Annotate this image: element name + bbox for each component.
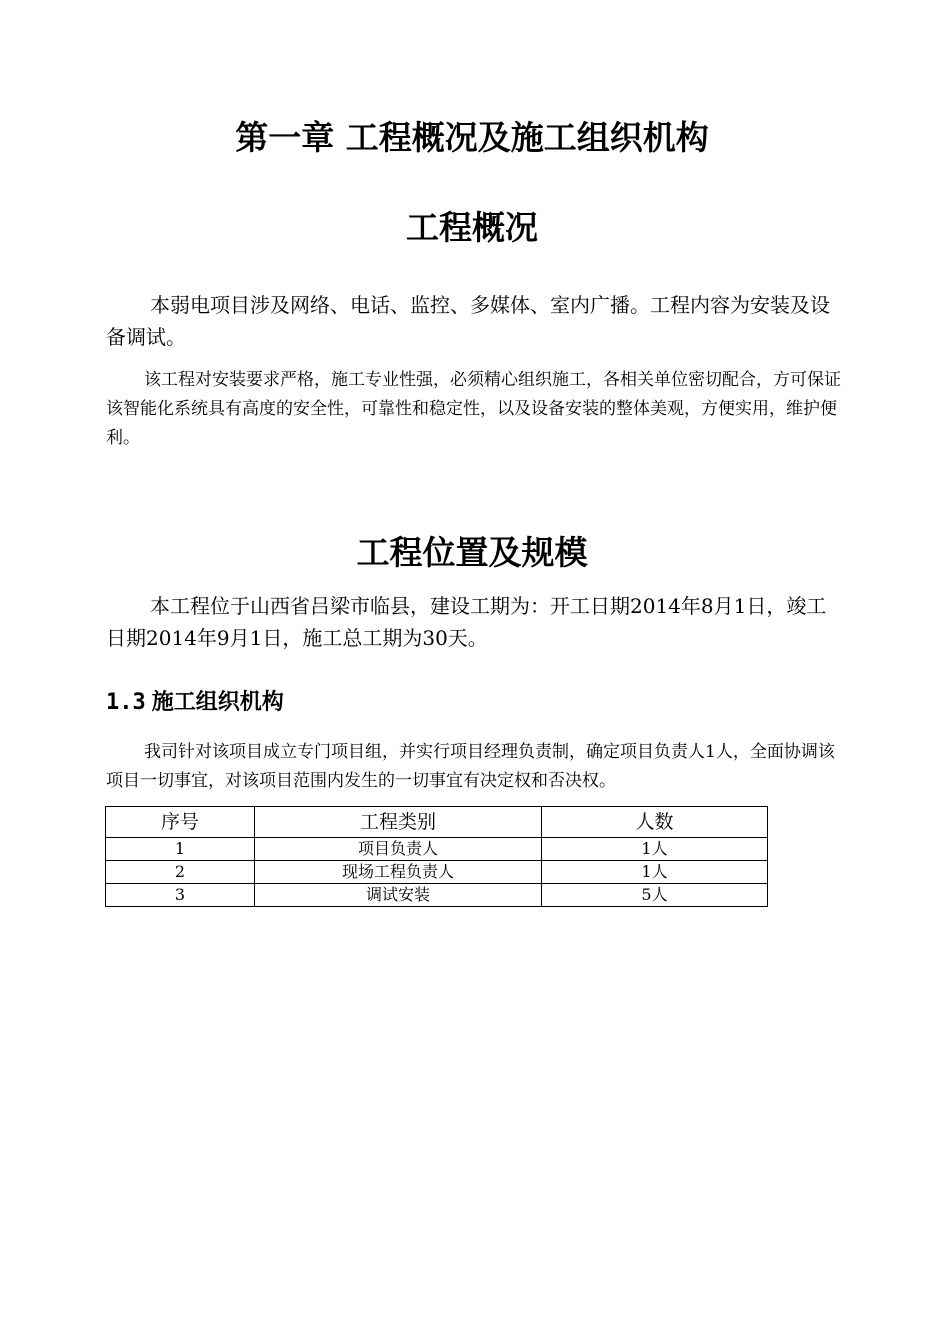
subsection-title-text: 施工组织机构 — [151, 690, 284, 715]
subsection-number: 1.3 — [106, 690, 146, 715]
table-cell: 1人 — [542, 838, 768, 861]
table-cell: 1 — [106, 838, 255, 861]
location-paragraph: 本工程位于山西省吕梁市临县，建设工期为：开工日期2014年8月1日，竣工日期2014年9月1日，施工总工期为30天。 — [106, 594, 827, 650]
table-cell: 调试安装 — [255, 884, 542, 907]
table-header-cell: 序号 — [106, 807, 255, 838]
chapter-title: 第一章 工程概况及施工组织机构 — [235, 118, 709, 157]
organization-paragraph: 我司针对该项目成立专门项目组，并实行项目经理负责制，确定项目负责人1人，全面协调该项目一切事宜，对该项目范围内发生的一切事宜有决定权和否决权。 — [106, 742, 835, 791]
table-header-cell: 工程类别 — [255, 807, 542, 838]
section-title-overview: 工程概况 — [406, 208, 538, 247]
section-title-location: 工程位置及规模 — [356, 533, 588, 572]
table-cell: 5人 — [542, 884, 768, 907]
table-header-row — [106, 807, 768, 838]
table-cell: 2 — [106, 861, 255, 884]
overview-paragraph-2: 该工程对安装要求严格，施工专业性强，必须精心组织施工，各相关单位密切配合，方可保证该智能化系统具有高度的安全性，可靠性和稳定性，以及设备安装的整体美观，方便实用，维护便利。 — [106, 370, 841, 448]
table-header-cell: 人数 — [542, 807, 768, 838]
table-cell: 1人 — [542, 861, 768, 884]
table-cell: 现场工程负责人 — [255, 861, 542, 884]
overview-paragraph-1: 本弱电项目涉及网络、电话、监控、多媒体、室内广播。工程内容为安装及设备调试。 — [106, 293, 830, 349]
table-cell: 3 — [106, 884, 255, 907]
table-cell: 项目负责人 — [255, 838, 542, 861]
table-row — [106, 861, 768, 884]
staff-table — [105, 806, 768, 907]
table-row — [106, 838, 768, 861]
table-row — [106, 884, 768, 907]
subsection-title-organization — [106, 686, 284, 720]
